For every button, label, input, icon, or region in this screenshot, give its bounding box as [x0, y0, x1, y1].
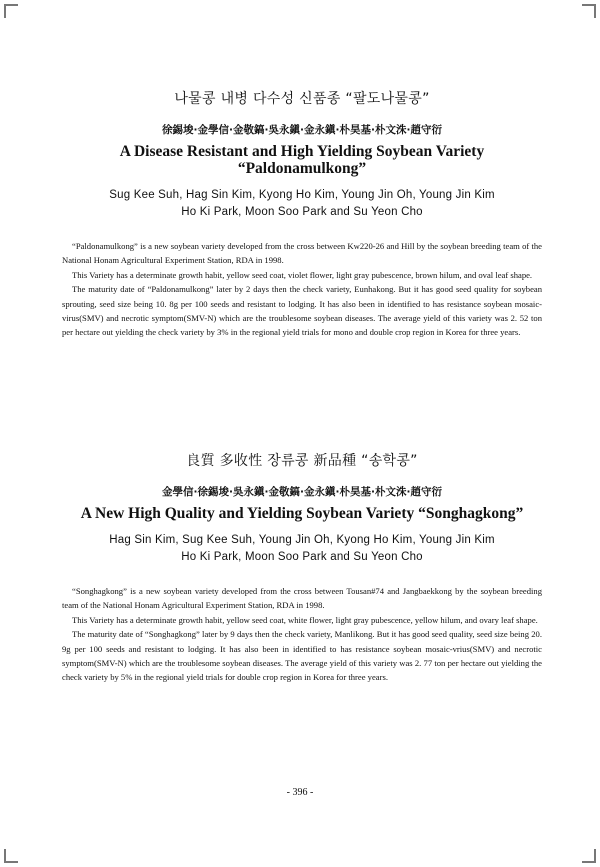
author-list	[62, 187, 542, 221]
english-title-line: A Disease Resistant and High Yielding Soybean Variety	[119, 143, 485, 160]
author-line: Ho Ki Park, Moon Soo Park and Su Yeon Cho	[181, 551, 423, 563]
abstract-paragraph: The maturity date of “Songhagkong” later by 9 days then the check variety, Manlikong. But it has good seed quality, seed size being 20. 9g per 100 seeds and resistant to lodging. It has also been in identified to has resistance soybean mosaic-vrius(SMV) and necrotic symptom(SMV-N) which are the troublesome soybean diseases. The average yield of this variety was 2. 77 ton per hectare out yielding the check variety by 5% in the regional yield trials for double crop region in Korea for three years.	[62, 629, 542, 683]
english-title	[62, 143, 542, 177]
crop-mark-bottom-right	[582, 849, 596, 863]
abstract-paragraph: “Songhagkong” is a new soybean variety developed from the cross between Tousan#74 and Jangbaekkong by the soybean breeding team of the National Honam Agricultural Experiment Station, RDA in 1998.	[62, 586, 542, 611]
english-title-line: A New High Quality and Yielding Soybean Variety “Songhagkong”	[80, 505, 524, 522]
crop-mark-top-right	[582, 4, 596, 18]
abstract-paragraph: The maturity date of “Paldonamulkong” later by 2 days then the check variety, Eunhakong. But it has good seed quality for soybean sprouting, seed size being 10. 8g per 100 seeds and resistant to lodging. It has also been in identified to has resistance soybean mosaic-virus(SMV) and necrotic symptom(SMV-N) which are the troublesome soybean diseases. The average yield of this variety was 2. 52 ton per hectare out yielding the check variety by 3% in the regional yield trials for mono and double crop region in Korea for three years.	[62, 284, 542, 338]
english-title	[62, 505, 542, 522]
crop-mark-bottom-left	[4, 849, 18, 863]
english-title-line: “Paldonamulkong”	[237, 160, 367, 177]
page-number: - 396 -	[286, 787, 314, 798]
korean-title: 나물콩 내병 다수성 신품종 “팔도나물콩”	[174, 91, 430, 107]
crop-mark-top-left	[4, 4, 18, 18]
author-line: Sug Kee Suh, Hag Sin Kim, Kyong Ho Kim, Young Jin Oh, Young Jin Kim	[109, 189, 495, 201]
article-paldonamulkong	[62, 88, 542, 340]
author-line: Ho Ki Park, Moon Soo Park and Su Yeon Cho	[181, 206, 423, 218]
hanja-authors: 徐錫埈·金學信·金敬鎬·吳永鎭·金永鎭·朴昊基·朴文洙·趙守衍	[162, 124, 442, 136]
abstract-paragraph: “Paldonamulkong” is a new soybean variety developed from the cross between Kw220-26 and Hill by the soybean breeding team of the National Honam Agricultural Experiment Station, RDA in 1998.	[62, 241, 542, 266]
article-songhagkong	[62, 450, 542, 685]
hanja-authors: 金學信·徐錫埈·吳永鎭·金敬鎬·金永鎭·朴昊基·朴文洙·趙守衍	[162, 486, 442, 498]
abstract-paragraph: This Variety has a determinate growth habit, yellow seed coat, violet flower, light gray pubescence, brown hilum, and oval leaf shape.	[72, 269, 533, 280]
korean-title: 良質 多收性 장류콩 新品種 “송학콩”	[186, 453, 418, 469]
author-line: Hag Sin Kim, Sug Kee Suh, Young Jin Oh, Kyong Ho Kim, Young Jin Kim	[109, 534, 495, 546]
abstract-paragraph: This Variety has a determinate growth habit, yellow seed coat, white flower, light gray pubescence, yellow hilum, and ovary leaf shape.	[72, 614, 538, 625]
author-list	[62, 532, 542, 566]
